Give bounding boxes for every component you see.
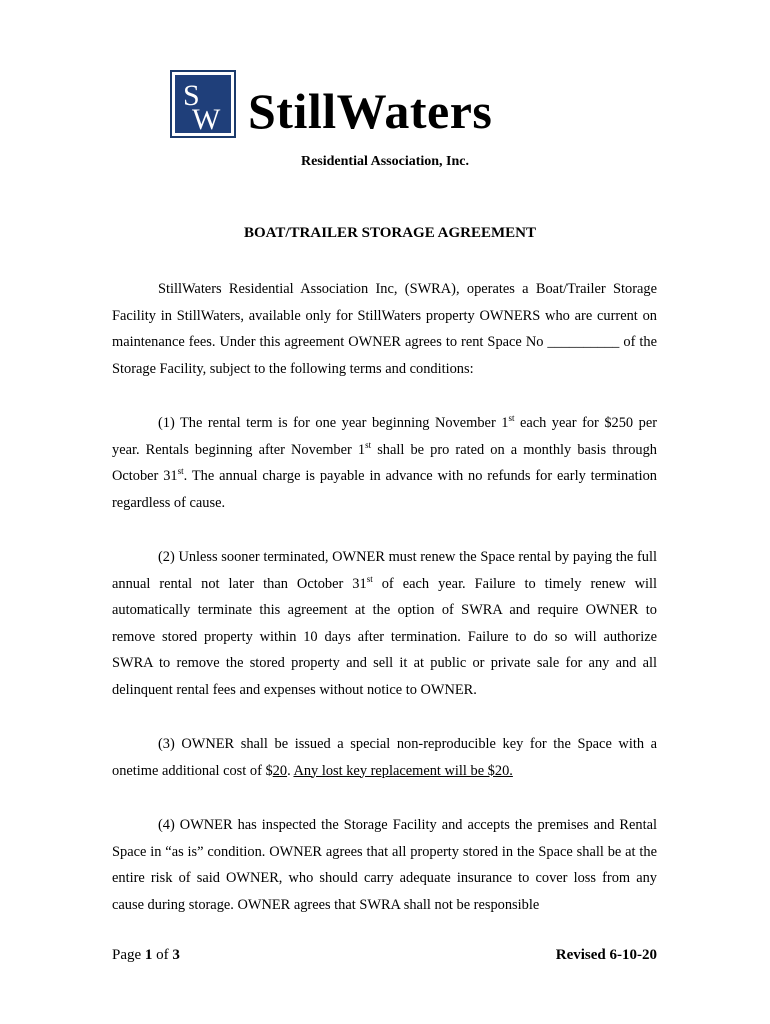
- clause-1-sup-a: st: [508, 413, 515, 424]
- intro-text: StillWaters Residential Association Inc, (SWRA), operates a Boat/Trailer Storage Facility in StillWaters, available only for StillWaters property OWNERS who are current on maintenance fees. Under this agreement OWNER agrees to rent Space No __________ of the Storage Facility, subject to the following terms and conditions:: [112, 281, 657, 377]
- brand-name: StillWaters: [248, 83, 493, 139]
- clause-1-sup-b: st: [365, 439, 372, 450]
- page-prefix: Page: [112, 947, 145, 963]
- brand-subtitle: Residential Association, Inc.: [300, 154, 469, 169]
- logo-letter-w: W: [192, 103, 221, 133]
- clause-1-text-b: each year for $250 per year. Rentals beginning after November 1: [112, 415, 658, 458]
- page-of: of: [152, 947, 173, 963]
- clause-3-text-a: (3) OWNER shall be issued a special non-reproducible key for the Space with a onetime additional cost of $: [112, 736, 657, 779]
- clause-1-text-d: . The annual charge is payable in advance with no refunds for early termination regardless of cause.: [112, 468, 657, 511]
- clause-1-text-a: (1) The rental term is for one year beginning November 1: [158, 415, 509, 431]
- clause-2-paragraph: [112, 544, 657, 704]
- clause-2-text-b: of each year. Failure to timely renew will automatically terminate this agreement at the option of SWRA and require OWNER to remove stored property within 10 days after termination. Failure to do so will authorize SWRA to remove the stored property and sell it at public or private sale for any and all delinquent rental fees and expenses without notice to OWNER.: [112, 575, 658, 698]
- page-number: [112, 947, 180, 964]
- logo: [170, 70, 236, 138]
- page-current: 1: [144, 947, 153, 963]
- logo-emblem: [175, 75, 231, 133]
- clause-2-sup: st: [366, 573, 373, 584]
- clause-1-text-c: shall be pro rated on a monthly basis through October 31: [112, 441, 657, 485]
- clause-2-text-a: (2) Unless sooner terminated, OWNER must renew the Space rental by paying the full annual rental not later than October 31: [112, 549, 657, 592]
- intro-paragraph: [112, 276, 657, 382]
- page-total: 3: [172, 947, 180, 963]
- logo-letter-s: S: [183, 79, 200, 112]
- clause-4-paragraph: [112, 812, 657, 918]
- clause-4-text: (4) OWNER has inspected the Storage Facility and accepts the premises and Rental Space in “as is” condition. OWNER agrees that all property stored in the Space shall be at the entire risk of said OWNER, who should carry adequate insurance to cover loss from any cause during storage. OWNER agrees that SWRA shall not be responsible: [112, 817, 657, 913]
- lost-key-notice: Any lost key replacement will be $20.: [293, 762, 513, 779]
- clause-1-paragraph: [112, 410, 657, 516]
- document-title: BOAT/TRAILER STORAGE AGREEMENT: [243, 225, 536, 241]
- clause-1-sup-c: st: [177, 466, 184, 477]
- clause-3-paragraph: [112, 731, 657, 784]
- sw-monogram-icon: [175, 75, 231, 133]
- clause-3-text-b: .: [287, 762, 294, 779]
- key-cost-amount: 20: [272, 762, 288, 779]
- revision-date: Revised 6-10-20: [555, 947, 657, 963]
